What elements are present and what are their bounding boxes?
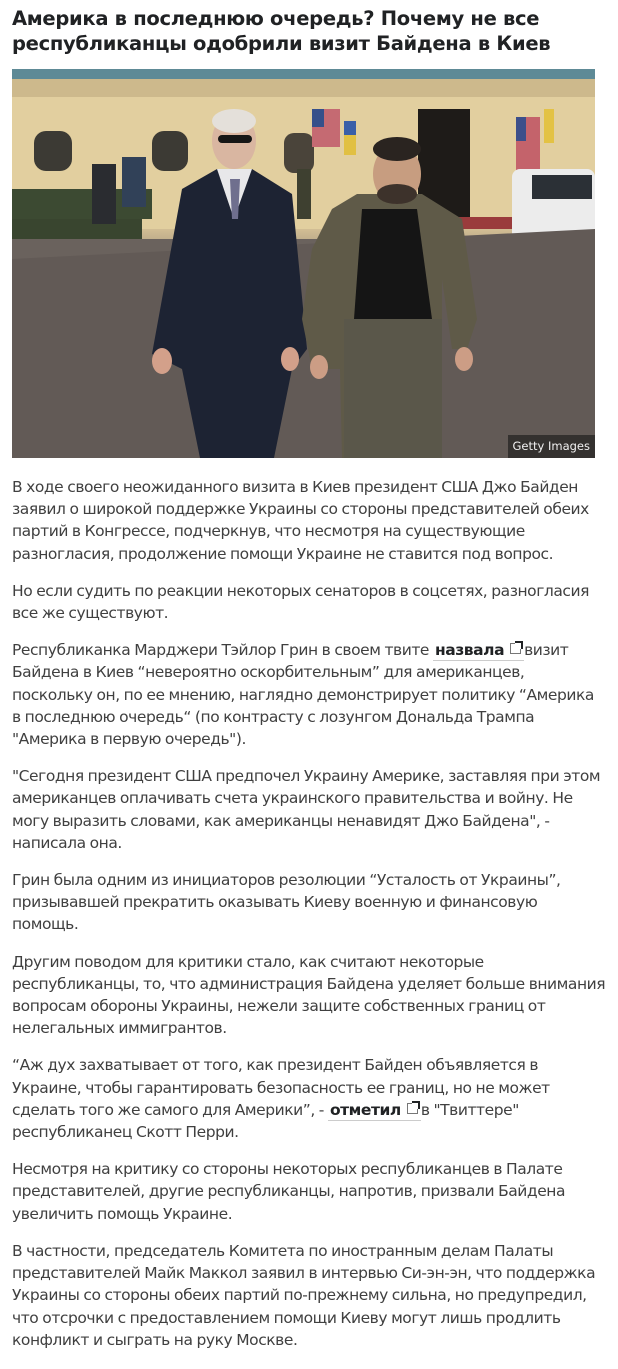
paragraph-4: "Сегодня президент США предпочел Украину Америке, заставляя при этом американцев оплачивать счета украинского правительства и войну. Не могу выразить словами, как американцы ненавидят Джо Байдена", - написала она. (12, 767, 601, 852)
paragraph-2: Но если судить по реакции некоторых сенаторов в соцсетях, разногласия все же существуют. (12, 581, 589, 623)
article-body (12, 476, 606, 1351)
article-image (12, 69, 595, 458)
link-label: назвала (434, 641, 505, 660)
paragraph-9: В частности, председатель Комитета по иностранным делам Палаты представителей Майк Маккол заявил в интервью Си-эн-эн, что поддержка Украины со стороны обеих партий по-прежнему сильна, но предупредил, что отсрочки с предоставлением помощи Киеву могут лишь продлить конфликт и сыграть на руку Москве. (12, 1241, 596, 1349)
paragraph-6: Другим поводом для критики стало, как считают некоторые республиканцы, то, что администрация Байдена уделяет больше внимания вопросам обороны Украины, нежели защите собственных границ от нелегальных иммигрантов. (12, 952, 606, 1038)
link-label: отметил (329, 1100, 401, 1119)
paragraph-7 (12, 1054, 606, 1143)
image-credit: Getty Images (508, 435, 595, 458)
article-headline: Америка в последнюю очередь? Почему не все республиканцы одобрили визит Байдена в Киев (12, 7, 551, 55)
paragraph-3 (12, 639, 606, 750)
paragraph-7-after: в "Твиттере" республиканец Скотт Перри. (12, 1100, 519, 1142)
external-link-nazvala[interactable] (433, 641, 524, 661)
paragraph-7-before: “Аж дух захватывает от того, как президент Байден объявляется в Украине, чтобы гарантировать безопасность ее границ, но не может сделать того же самого для Америки”, - (12, 1056, 550, 1119)
external-link-icon (510, 643, 521, 654)
external-link-icon (407, 1103, 418, 1114)
paragraph-3-after: визит Байдена в Киев “невероятно оскорбительным” для американцев, поскольку он, по ее мнению, наглядно демонстрирует политику “Америка в последнюю очередь“ (по контрасту с лозунгом Дональда Трампа "Америка в первую очередь"). (12, 641, 594, 749)
photo-illustration (12, 69, 595, 458)
external-link-otmetil[interactable] (328, 1101, 421, 1121)
paragraph-3-before: Республиканка Марджери Тэйлор Грин в своем твите (12, 641, 433, 660)
paragraph-1: В ходе своего неожиданного визита в Киев президент США Джо Байден заявил о широкой поддержке Украины со стороны представителей обеих партий в Конгрессе, подчеркнув, что несмотря на существующие разногласия, продолжение помощи Украине не ставится под вопрос. (12, 478, 589, 563)
paragraph-5: Грин была одним из инициаторов резолюции “Усталость от Украины”, призывавшей прекратить оказывать Киеву военную и финансовую помощь. (12, 871, 561, 934)
paragraph-8: Несмотря на критику со стороны некоторых республиканцев в Палате представителей, другие республиканцы, напротив, призвали Байдена увеличить помощь Украине. (12, 1160, 566, 1223)
